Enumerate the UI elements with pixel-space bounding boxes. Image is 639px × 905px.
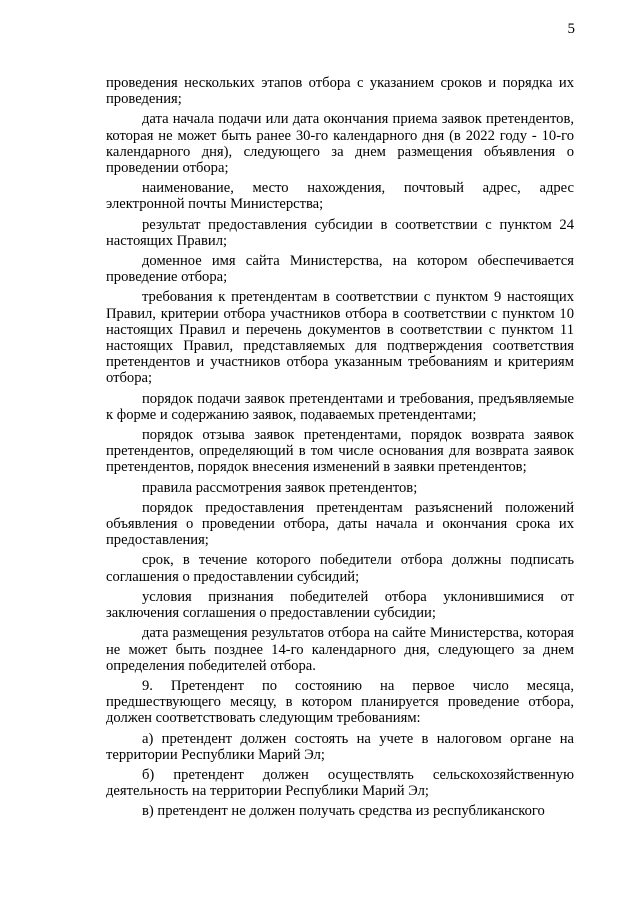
paragraph: правила рассмотрения заявок претендентов; — [142, 479, 418, 496]
paragraph: 9. Претендент по состоянию на первое число месяца, предшествующего месяцу, в котором планируется проведение отбора, должен соответствовать следующим требованиям: — [106, 677, 574, 727]
paragraph: дата начала подачи или дата окончания приема заявок претендентов, которая не может быть ранее 30-го календарного дня (в 2022 году - 10-го календарного дня), следующего за днем размещения объявления о проведении отбора; — [106, 111, 574, 177]
page-number: 5 — [567, 21, 575, 37]
paragraph: дата размещения результатов отбора на сайте Министерства, которая не может быть позднее 14-го календарного дня, следующего за днем определения победителей отбора. — [106, 625, 574, 674]
document-body — [106, 75, 574, 820]
paragraph: наименование, место нахождения, почтовый адрес, адрес электронной почты Министерства; — [106, 180, 574, 213]
paragraph: порядок отзыва заявок претендентами, порядок возврата заявок претендентов, определяющий в том числе основания для возврата заявок претендентов, порядок внесения изменений в заявки претендентов; — [106, 427, 574, 476]
paragraph: в) претендент не должен получать средства из республиканского — [142, 803, 545, 820]
paragraph: срок, в течение которого победители отбора должны подписать соглашения о предоставлении субсидий; — [106, 552, 574, 585]
paragraph: условия признания победителей отбора уклонившимися от заключения соглашения о предоставлении субсидии; — [106, 588, 574, 622]
paragraph: доменное имя сайта Министерства, на котором обеспечивается проведение отбора; — [106, 253, 574, 286]
paragraph: порядок предоставления претендентам разъяснений положений объявления о проведении отбора, даты начала и окончания срока их предоставления; — [106, 499, 574, 549]
paragraph: проведения нескольких этапов отбора с указанием сроков и порядка их проведения; — [106, 75, 574, 108]
paragraph: результат предоставления субсидии в соответствии с пунктом 24 настоящих Правил; — [106, 216, 574, 249]
paragraph: порядок подачи заявок претендентами и требования, предъявляемые к форме и содержанию заявок, подаваемых претендентами; — [106, 390, 574, 423]
paragraph: а) претендент должен состоять на учете в налоговом органе на территории Республики Марий Эл; — [106, 730, 574, 763]
paragraph: б) претендент должен осуществлять сельскохозяйственную деятельность на территории Республики Марий Эл; — [106, 766, 574, 800]
paragraph: требования к претендентам в соответствии с пунктом 9 настоящих Правил, критерии отбора участников отбора в соответствии с пунктом 10 настоящих Правил и перечень документов в соответствии с пунктом 11 настоящих Правил, представляемых для подтверждения соответствия претендентов и участников отбора указанным требованиям и критериям отбора; — [106, 289, 574, 387]
